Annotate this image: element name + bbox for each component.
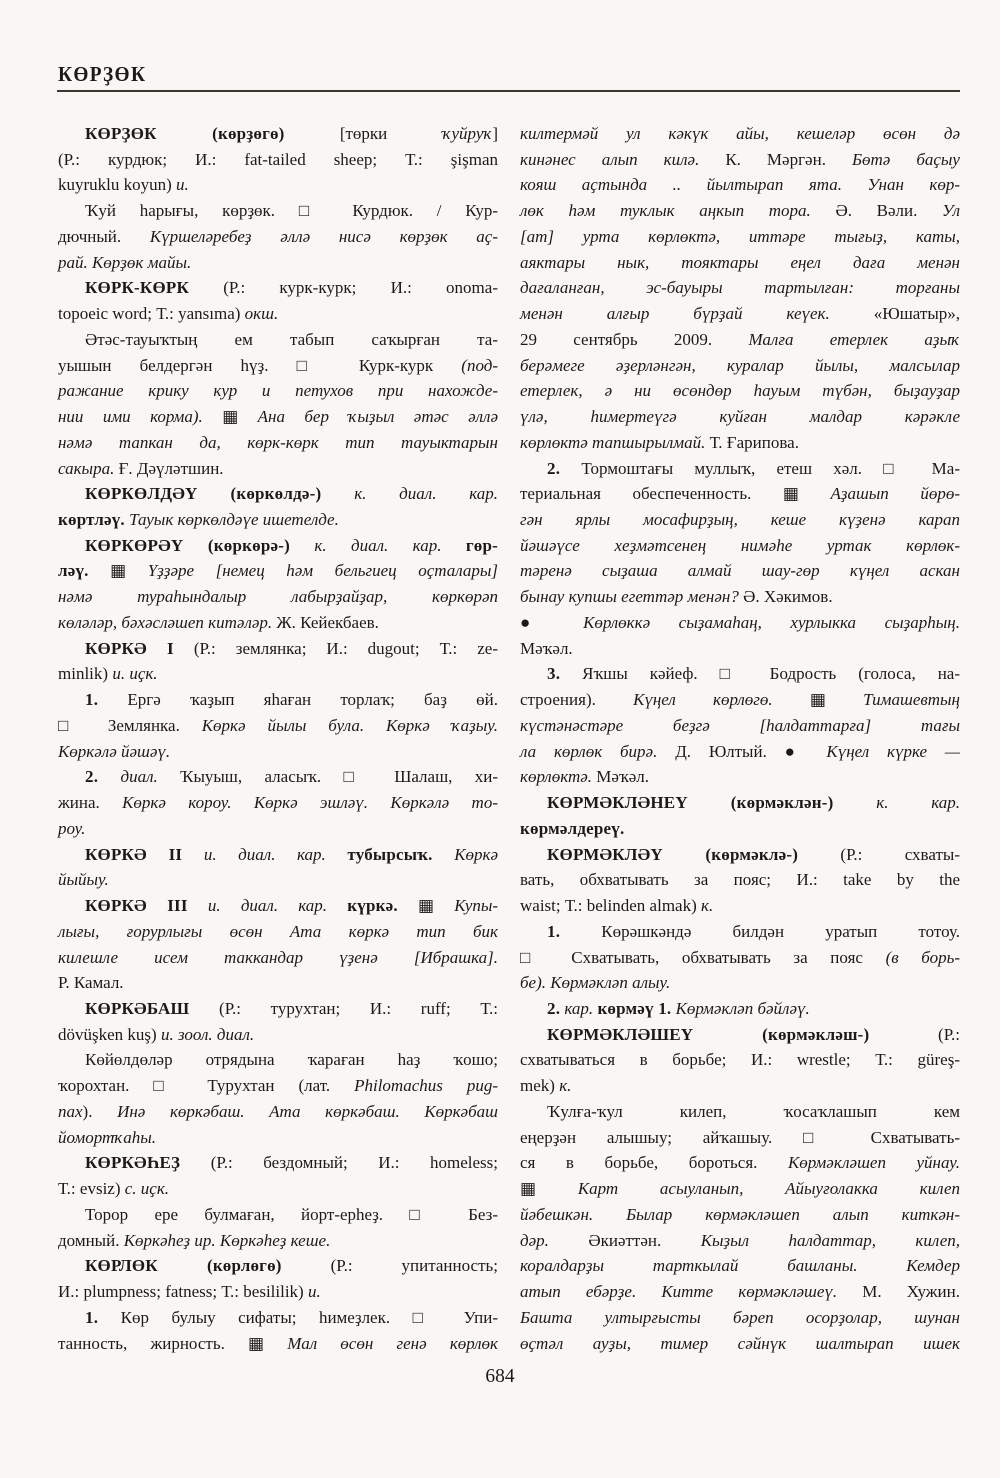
text-line: КӨРЛӨК (көрлөгө) (Р.: упитанность; <box>85 1256 498 1276</box>
text-line: □ Схватывать, обхватывать за пояс (в борь- <box>520 947 960 967</box>
text-line: нәмә тураһындалыр лабырҙайҙар, көркөрәп <box>58 587 498 607</box>
text-line: бынау купшы егеттәр менән? Ә. Хәкимов. <box>520 587 833 607</box>
text-line: Көркәлә йәшәү. <box>58 741 171 761</box>
text-line: кинәнес алып килә. К. Мәргән. Бөтә баҫыу <box>520 149 960 169</box>
text-line: КӨРКӘ III и. диал. кар. күркә. ▦ Купы- <box>85 896 499 916</box>
text-line: менән алғыр бүрҙай кеүек. «Юшатыр», <box>520 304 960 324</box>
text-line: күстәнәстәре беҙгә [һалдаттарға] тағы <box>520 715 960 735</box>
text-line: өҫтәл ауҙы, тимер сәйнүк шалтырап ишек <box>520 1333 960 1353</box>
running-head: КӨРҘӨК <box>58 62 147 86</box>
text-line: роу. <box>58 818 86 838</box>
text-line: Торор ере булмаған, йорт-ерһеҙ. □ Без- <box>85 1204 498 1224</box>
text-line: КӨРКӘ II и. диал. кар. тубырсыҡ. Көркә <box>85 844 499 864</box>
page-number: 684 <box>485 1366 515 1387</box>
text-line: нәмә тапкан да, көрк-көрк тип тауыктарын <box>58 432 498 452</box>
text-line: ся в борьбе, бороться. Көрмәкләшеп уйнау. <box>520 1153 960 1173</box>
text-line: жина. Көркә короу. Көркә эшләү. Көркәлә то- <box>58 793 498 813</box>
text-line: И.: plumpness; fatness; Т.: besililik) и. <box>58 1282 321 1302</box>
text-line: minlik) и. иҫк. <box>58 664 158 684</box>
text-line: гән ярлы мосафирҙың, кеше күҙенә карап <box>520 510 960 530</box>
text-line: строения). Күңел көрлөгө. ▦ Тимашевтың <box>520 690 960 710</box>
text-line: (Р.: курдюк; И.: fat-tailed sheep; Т.: şişman <box>58 149 498 169</box>
text-line: Көйөлдөләр отрядына ҡараған һаҙ ҡошо; <box>85 1050 498 1070</box>
text-line: йыйыу. <box>58 870 109 890</box>
text-line: 2. диал. Ҡыуыш, аласыҡ. □ Шалаш, хи- <box>85 767 499 787</box>
text-line: 1. Көр булыу сифаты; һимеҙлек. □ Упи- <box>85 1307 498 1327</box>
text-line: көрлөктә тапшырылмай. Т. Ғарипова. <box>520 432 799 452</box>
text-line: килешле исем таккандар үҙенә [Ибрашка]. <box>58 947 498 967</box>
text-line: йомортҡаһы. <box>58 1127 156 1147</box>
text-line: бе). Көрмәкләп алыу. <box>520 973 671 993</box>
text-line: dövüşken kuş) и. зоол. диал. <box>58 1024 255 1044</box>
text-line: Мәҡәл. <box>520 638 573 658</box>
text-line: дағаланған, эс-бауыры тартылған: торғаны <box>520 278 960 298</box>
text-line: КӨРҘӨК (көрҙөгө) [төрки ҡуйруҡ] <box>85 124 498 143</box>
text-line: кояш аҫтында .. йылтырап ята. Унан көр- <box>520 175 960 195</box>
text-line: waist; Т.: belinden almak) к. <box>520 896 714 916</box>
text-line: еңерҙән алышыу; айҡашыу. □ Схватывать- <box>520 1127 960 1147</box>
text-line: ҡорохтан. □ Турухтан (лат. Philomachus pug- <box>58 1076 498 1096</box>
right-column <box>520 121 960 1356</box>
text-line: КӨРМӘКЛӘҮ (көрмәклә-) (Р.: схваты- <box>547 844 960 864</box>
text-line: килтермәй ул кәкүк айы, кешеләр өсөн дә <box>520 124 960 143</box>
text-line: Башта ултырғысты бәреп осорҙолар, шунан <box>520 1307 960 1327</box>
text-line: 29 сентябрь 2009. Малға етерлек аҙыҡ <box>520 329 960 349</box>
text-line: етерлек, ә ни өсөндөр һауым түбән, быҙауҙар <box>520 381 960 401</box>
text-line: ражание крику кур и петухов при нахожде- <box>58 381 498 401</box>
text-line: КӨРКӨЛДӘҮ (көркөлдә-) к. диал. кар. <box>85 484 499 504</box>
text-line: 2. Тормоштағы муллыҡ, етеш хәл. □ Ма- <box>547 458 960 478</box>
text-line: аяктары нык, тояктары еңел даға менән <box>520 252 960 272</box>
text-line: нии ими корма). ▦ Ана бер ҡыҙыл әтәс әллә <box>58 407 499 427</box>
text-line: КӨРКӘ I (Р.: землянка; И.: dugout; Т.: ze- <box>85 638 498 658</box>
text-line: дәр. Әкиәттән. Кыҙыл һалдаттар, килеп, <box>520 1230 960 1250</box>
text-line: 1. Ергә ҡаҙып яһаған торлаҡ; баҙ өй. <box>85 690 498 710</box>
text-line: Т.: evsiz) с. иҫк. <box>58 1179 170 1199</box>
text-line: ▦ Карт асыуланып, Айыуғолакка килеп <box>520 1179 960 1199</box>
text-line: 1. Көрәшкәндә билдән уратып тотоу. <box>547 921 960 941</box>
text-line: КӨРМӘКЛӘНЕҮ (көрмәклән-) к. кар. <box>547 793 961 813</box>
text-line: көләләр, бәхәсләшеп китәләр. Ж. Кейекбаев. <box>58 612 379 632</box>
text-line: йәбешкән. Былар көрмәкләшеп алып киткән- <box>520 1204 960 1224</box>
text-line: көрмәлдереү. <box>520 818 625 838</box>
text-line: көрлөктә. Мәҡәл. <box>520 767 649 787</box>
text-line: уышын белдергән һүҙ. □ Курк-курк (под- <box>58 355 498 375</box>
text-line: көртләү. Тауык көркөлдәүе ишетелде. <box>58 510 339 530</box>
text-line: сакыра. Ғ. Дәүләтшин. <box>58 458 224 478</box>
text-line: атып ебәрҙе. Китте көрмәкләшеү. М. Хужин. <box>520 1282 960 1302</box>
text-line: йәшәүсе хеҙмәтсенең нимәһе уртак көрлөк- <box>520 535 960 555</box>
header-rule <box>57 90 960 92</box>
text-line: Ҡулға-ҡул килеп, ҡосаҡлашып кем <box>547 1101 960 1121</box>
text-line: схватываться в борьбе; И.: wrestle; Т.: güreş- <box>520 1050 960 1070</box>
text-line: ләү. ▦ Үҙҙәре [немец һәм бельгиец оҫталары] <box>58 561 498 581</box>
text-line: лығы, ғорурлығы өсөн Ата көркә тип бик <box>58 921 498 941</box>
text-line: домный. Көркәһеҙ ир. Көркәһеҙ кеше. <box>58 1230 331 1250</box>
text-line: КӨРМӘКЛӘШЕҮ (көрмәкләш-) (Р.: <box>547 1024 960 1044</box>
text-line: берәмеге әҙерләнгән, куралар йылы, малсылар <box>520 355 960 375</box>
text-line: танность, жирность. ▦ Мал өсөн генә көрлөк <box>58 1333 499 1353</box>
text-line: 3. Яҡшы кәйеф. □ Бодрость (голоса, на- <box>547 664 960 684</box>
text-line: коралдарҙы тарткылай башланы. Кемдер <box>520 1256 960 1276</box>
text-line: тәренә сыҙаша алмай шау-гөр күңел аскан <box>520 561 960 581</box>
text-line: КӨРКӨРӘҮ (көркөрә-) к. диал. кар. гөр- <box>85 535 499 555</box>
text-line: Ҡуй һарығы, көрҙөк. □ Курдюк. / Кур- <box>85 201 498 221</box>
text-line: kuyruklu koyun) и. <box>58 175 189 195</box>
text-line: КӨРКӘБАШ (Р.: турухтан; И.: ruff; Т.: <box>85 998 498 1018</box>
text-line: лөк һәм туклык аңкып тора. Ә. Вәли. Ул <box>520 201 960 221</box>
text-line: КӨРК-КӨРК (Р.: курк-курк; И.: onoma- <box>85 278 498 298</box>
text-line: рай. Көрҙөк майы. <box>58 252 192 272</box>
text-line: ла көрлөк бирә. Д. Юлтый. ● Күңел күрке — <box>520 741 961 761</box>
text-line: КӨРКӘҺЕҘ (Р.: бездомный; И.: homeless; <box>85 1153 498 1173</box>
text-line: □ Землянка. Көркә йылы була. Көркә ҡаҙыу. <box>58 715 498 735</box>
text-line: үлә, һимертеүгә куйған малдар кәрәкле <box>520 407 960 427</box>
text-line: [ат] урта көрлөктә, иттәре тығыҙ, каты, <box>520 226 960 246</box>
text-line: вать, обхватывать за пояс; И.: take by the <box>520 870 960 890</box>
text-line: topoeic word; Т.: yansıma) окш. <box>58 304 279 324</box>
text-line: Р. Камал. <box>58 973 124 993</box>
text-line: mek) к. <box>520 1076 572 1096</box>
text-line: ● Көрлөккә сыҙамаһаң, хурлыкка сыҙарһың. <box>520 612 960 632</box>
text-line: дючный. Күршеләребеҙ әллә нисә көрҙөк аҫ- <box>58 226 498 246</box>
text-line: териальная обеспеченность. ▦ Аҙашып йөрө- <box>520 484 960 504</box>
text-line: 2. кар. көрмәү 1. Көрмәкләп бәйләү. <box>547 998 810 1018</box>
text-line: Әтәс-тауыҡтың ем табып саҡырған та- <box>85 329 498 349</box>
left-column <box>58 121 498 1356</box>
text-line: nax). Инә көркәбаш. Ата көркәбаш. Көркәбаш <box>58 1101 498 1121</box>
